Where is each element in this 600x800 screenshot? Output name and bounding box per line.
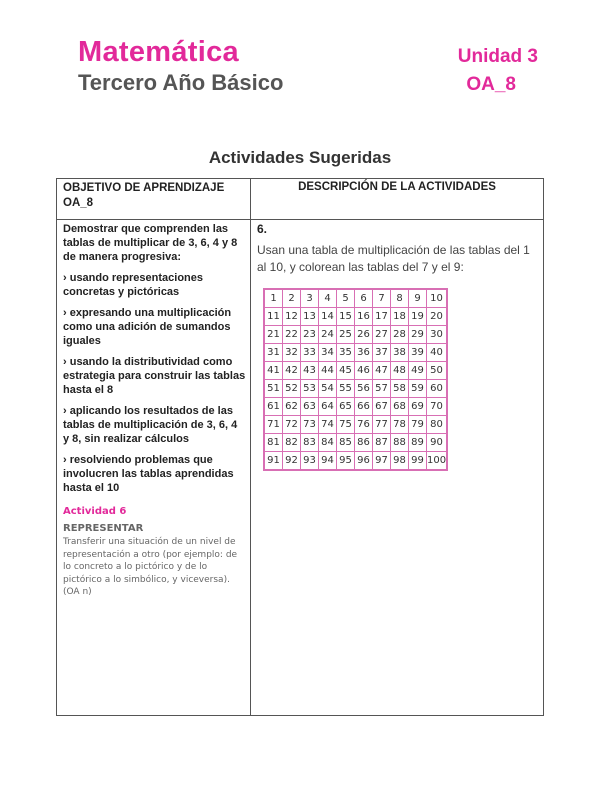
grid-cell: 46 [355, 362, 373, 380]
grid-cell: 44 [319, 362, 337, 380]
section-title: Actividades Sugeridas [208, 148, 392, 167]
grid-cell: 18 [391, 308, 409, 326]
grid-cell: 76 [355, 416, 373, 434]
grid-cell: 83 [301, 434, 319, 452]
grid-cell: 22 [283, 326, 301, 344]
grid-cell: 81 [264, 434, 283, 452]
grid-cell: 23 [301, 326, 319, 344]
grid-cell: 52 [283, 380, 301, 398]
grid-cell: 5 [337, 289, 355, 308]
grid-cell: 2 [283, 289, 301, 308]
unit-label: Unidad 3 [457, 46, 538, 67]
grid-row [264, 289, 447, 308]
grid-cell: 9 [409, 289, 427, 308]
grid-cell: 61 [264, 398, 283, 416]
grid-cell: 59 [409, 380, 427, 398]
grid-cell: 39 [409, 344, 427, 362]
grid-cell: 79 [409, 416, 427, 434]
grid-cell: 50 [427, 362, 448, 380]
grid-cell: 27 [373, 326, 391, 344]
grid-cell: 48 [391, 362, 409, 380]
grid-cell: 3 [301, 289, 319, 308]
grid-cell: 58 [391, 380, 409, 398]
objective-item: › usando la distributividad como estrategia para construir las tablas hasta el 8 [63, 356, 246, 396]
grid-cell: 32 [283, 344, 301, 362]
grid-cell: 36 [355, 344, 373, 362]
activity-subtitle: REPRESENTAR [63, 523, 144, 534]
grid-cell: 24 [319, 326, 337, 344]
grid-cell: 66 [355, 398, 373, 416]
header-divider [57, 219, 543, 220]
grid-cell: 91 [264, 452, 283, 471]
grid-cell: 16 [355, 308, 373, 326]
grid-cell: 30 [427, 326, 448, 344]
grid-cell: 20 [427, 308, 448, 326]
grid-cell: 47 [373, 362, 391, 380]
activities-table [56, 178, 544, 716]
activity-title: Actividad 6 [63, 506, 127, 517]
grid-cell: 25 [337, 326, 355, 344]
grid-cell: 92 [283, 452, 301, 471]
description-column-header: DESCRIPCIÓN DE LA ACTIVIDADES [298, 181, 496, 193]
grid-cell: 19 [409, 308, 427, 326]
multiplication-grid [263, 288, 448, 471]
grid-cell: 86 [355, 434, 373, 452]
objective-intro: Demostrar que comprenden las tablas de multiplicar de 3, 6, 4 y 8 de manera progresiva: [63, 223, 238, 263]
grid-cell: 75 [337, 416, 355, 434]
grid-cell: 69 [409, 398, 427, 416]
grid-cell: 7 [373, 289, 391, 308]
grid-cell: 31 [264, 344, 283, 362]
grid-cell: 68 [391, 398, 409, 416]
grid-row [264, 416, 447, 434]
grid-cell: 35 [337, 344, 355, 362]
grid-cell: 43 [301, 362, 319, 380]
grid-cell: 77 [373, 416, 391, 434]
grid-cell: 60 [427, 380, 448, 398]
subject-title: Matemática [78, 36, 239, 68]
grid-cell: 93 [301, 452, 319, 471]
grid-cell: 49 [409, 362, 427, 380]
grid-cell: 42 [283, 362, 301, 380]
grid-cell: 1 [264, 289, 283, 308]
grid-cell: 82 [283, 434, 301, 452]
grid-cell: 29 [409, 326, 427, 344]
oa-label: OA_8 [466, 74, 516, 95]
grid-cell: 17 [373, 308, 391, 326]
grid-cell: 90 [427, 434, 448, 452]
grid-cell: 38 [391, 344, 409, 362]
grid-cell: 78 [391, 416, 409, 434]
grid-cell: 15 [337, 308, 355, 326]
grid-row [264, 380, 447, 398]
grade-title: Tercero Año Básico [78, 70, 284, 95]
grid-cell: 64 [319, 398, 337, 416]
grid-cell: 56 [355, 380, 373, 398]
grid-cell: 62 [283, 398, 301, 416]
grid-cell: 6 [355, 289, 373, 308]
column-divider [250, 179, 251, 715]
grid-cell: 94 [319, 452, 337, 471]
grid-cell: 97 [373, 452, 391, 471]
grid-row [264, 344, 447, 362]
grid-cell: 74 [319, 416, 337, 434]
objective-item: › resolviendo problemas que involucren las tablas aprendidas hasta el 10 [63, 454, 234, 494]
objective-item: › usando representaciones concretas y pictóricas [63, 272, 203, 298]
grid-cell: 88 [391, 434, 409, 452]
objective-cell [63, 222, 246, 599]
activity-number: 6. [257, 222, 268, 236]
grid-cell: 99 [409, 452, 427, 471]
grid-cell: 21 [264, 326, 283, 344]
description-cell [257, 222, 539, 471]
grid-row [264, 452, 447, 471]
grid-cell: 95 [337, 452, 355, 471]
multiplication-grid-wrap [263, 288, 539, 471]
activity-description: Usan una tabla de multiplicación de las tablas del 1 al 10, y colorean las tablas del 7 y el 9: [257, 243, 530, 274]
grid-cell: 67 [373, 398, 391, 416]
grid-row [264, 308, 447, 326]
page-header [78, 36, 538, 106]
grid-cell: 40 [427, 344, 448, 362]
grid-cell: 100 [427, 452, 448, 471]
activity-box [63, 505, 246, 599]
grid-cell: 70 [427, 398, 448, 416]
grid-cell: 53 [301, 380, 319, 398]
grid-row [264, 326, 447, 344]
grid-cell: 85 [337, 434, 355, 452]
grid-cell: 73 [301, 416, 319, 434]
objective-column-header: OBJETIVO DE APRENDIZAJE OA_8 [63, 182, 225, 209]
grid-cell: 37 [373, 344, 391, 362]
grid-cell: 84 [319, 434, 337, 452]
grid-cell: 96 [355, 452, 373, 471]
grid-cell: 87 [373, 434, 391, 452]
grid-cell: 14 [319, 308, 337, 326]
grid-cell: 26 [355, 326, 373, 344]
grid-cell: 4 [319, 289, 337, 308]
grid-cell: 12 [283, 308, 301, 326]
grid-cell: 8 [391, 289, 409, 308]
grid-cell: 55 [337, 380, 355, 398]
grid-cell: 10 [427, 289, 448, 308]
grid-cell: 33 [301, 344, 319, 362]
grid-cell: 11 [264, 308, 283, 326]
grid-cell: 57 [373, 380, 391, 398]
grid-cell: 45 [337, 362, 355, 380]
objective-item: › expresando una multiplicación como una adición de sumandos iguales [63, 307, 232, 347]
grid-cell: 13 [301, 308, 319, 326]
objective-item: › aplicando los resultados de las tablas de multiplicación de 3, 6, 4 y 8, sin realizar cálculos [63, 405, 238, 445]
grid-cell: 51 [264, 380, 283, 398]
grid-cell: 28 [391, 326, 409, 344]
grid-cell: 54 [319, 380, 337, 398]
grid-row [264, 398, 447, 416]
grid-cell: 71 [264, 416, 283, 434]
grid-cell: 41 [264, 362, 283, 380]
grid-cell: 98 [391, 452, 409, 471]
grid-row [264, 362, 447, 380]
grid-cell: 80 [427, 416, 448, 434]
grid-cell: 65 [337, 398, 355, 416]
activity-text: Transferir una situación de un nivel de representación a otro (por ejemplo: de lo concreto a lo pictórico y de lo pictórico a lo simbólico, y viceversa). (OA n) [63, 537, 238, 597]
grid-cell: 63 [301, 398, 319, 416]
grid-cell: 89 [409, 434, 427, 452]
grid-cell: 34 [319, 344, 337, 362]
grid-cell: 72 [283, 416, 301, 434]
grid-row [264, 434, 447, 452]
